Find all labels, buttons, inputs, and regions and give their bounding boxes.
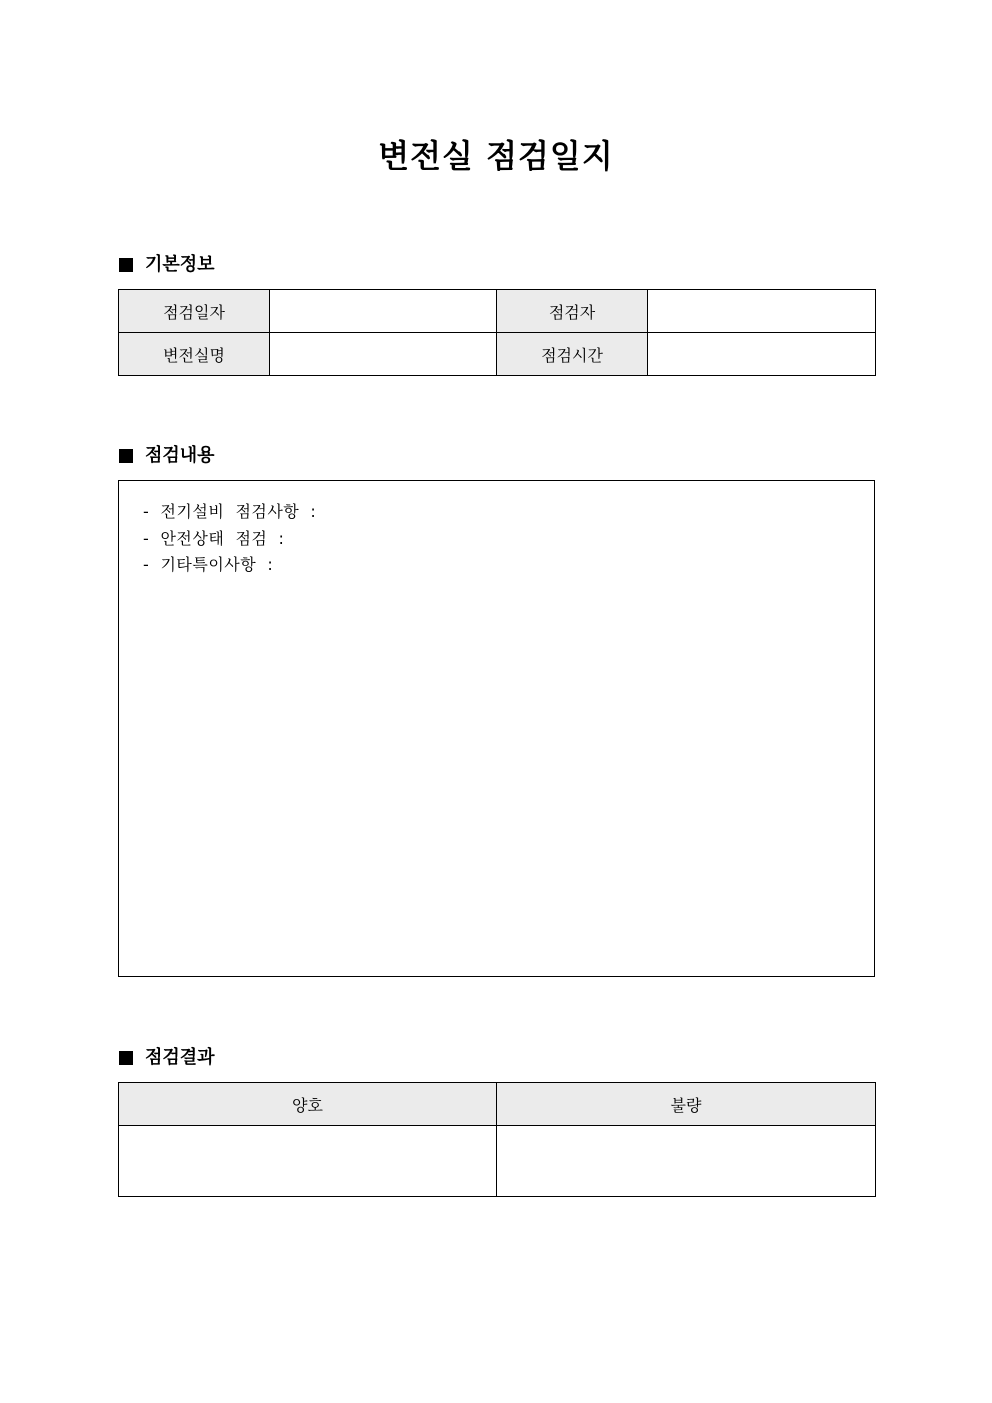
table-row xyxy=(119,1083,876,1126)
result-table xyxy=(118,1082,876,1197)
basic-info-table xyxy=(118,289,876,376)
section-heading-result xyxy=(119,1046,215,1070)
column-header-good: 양호 xyxy=(119,1083,497,1126)
section-heading-label: 기본정보 xyxy=(145,254,215,275)
list-item: - 안전상태 점검 : xyxy=(143,528,285,548)
label-cell: 점검자 xyxy=(497,290,648,333)
table-row xyxy=(119,290,876,333)
black-square-icon xyxy=(119,449,133,463)
label-cell: 변전실명 xyxy=(119,333,270,376)
inspection-content-box[interactable] xyxy=(118,480,875,977)
list-item: - 전기설비 점검사항 : xyxy=(143,502,317,521)
substation-name-field[interactable] xyxy=(270,333,497,376)
label-cell: 점검시간 xyxy=(497,333,648,376)
table-row xyxy=(119,333,876,376)
black-square-icon xyxy=(119,1051,133,1065)
page-title: 변전실 점검일지 xyxy=(378,137,614,175)
inspection-date-field[interactable] xyxy=(270,290,497,333)
section-heading-content xyxy=(119,444,215,468)
black-square-icon xyxy=(119,258,133,272)
defective-result-field[interactable] xyxy=(497,1126,876,1197)
good-result-field[interactable] xyxy=(119,1126,497,1197)
label-cell: 점검일자 xyxy=(119,290,270,333)
list-item: - 기타특이사항 : xyxy=(143,555,274,574)
inspector-field[interactable] xyxy=(648,290,876,333)
section-heading-label: 점검결과 xyxy=(145,1047,215,1068)
table-row xyxy=(119,1126,876,1197)
section-heading-label: 점검내용 xyxy=(145,445,215,466)
section-heading-basic-info xyxy=(119,253,215,277)
column-header-defective: 불량 xyxy=(497,1083,876,1126)
inspection-time-field[interactable] xyxy=(648,333,876,376)
